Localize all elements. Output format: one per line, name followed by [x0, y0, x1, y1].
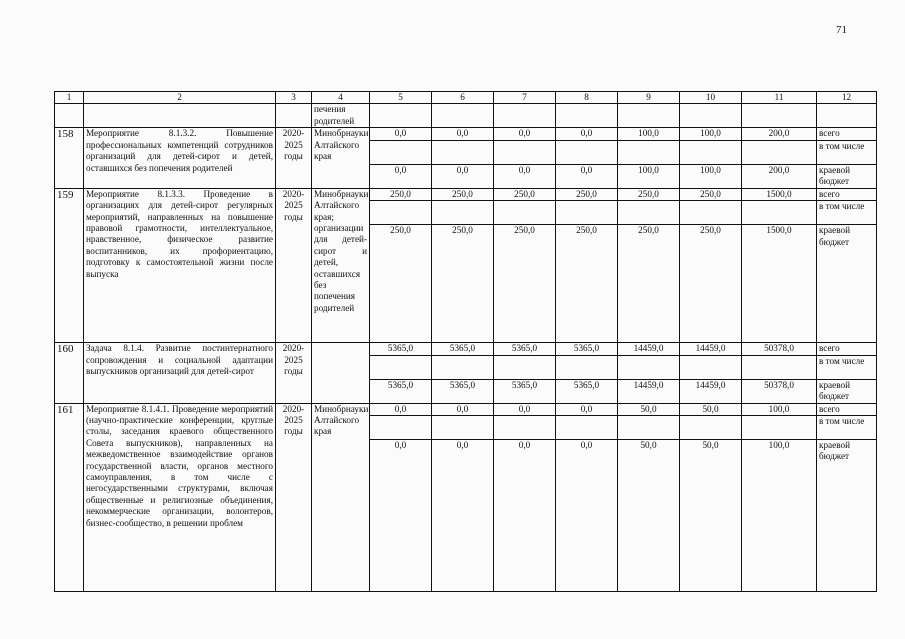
description-cell: Задача 8.1.4. Развитие постинтернатного сопровождения и социальной адаптации выпускников организаций для детей-сирот — [84, 343, 276, 403]
funding-source-cell: в том числе — [817, 416, 877, 440]
amount-cell — [432, 201, 494, 225]
amount-cell: 200,0 — [742, 128, 817, 140]
funding-source-cell: всего — [817, 128, 877, 140]
header-cell: 11 — [742, 92, 817, 104]
amount-cell: 0,0 — [370, 440, 432, 592]
period-cell: 2020-2025 годы — [276, 343, 312, 403]
amount-cell: 100,0 — [680, 164, 742, 188]
cell — [370, 104, 432, 128]
amount-cell — [494, 201, 556, 225]
amount-cell — [680, 416, 742, 440]
amount-cell: 50378,0 — [742, 343, 817, 355]
funding-source-cell: в том числе — [817, 355, 877, 379]
header-row — [55, 92, 877, 104]
amount-cell: 250,0 — [432, 188, 494, 200]
cell — [680, 104, 742, 128]
amount-cell — [618, 201, 680, 225]
cell — [84, 104, 276, 128]
amount-cell: 0,0 — [370, 128, 432, 140]
program-table — [54, 91, 877, 592]
funding-source-cell: краевой бюджет — [817, 440, 877, 592]
amount-cell: 100,0 — [680, 128, 742, 140]
amount-cell: 250,0 — [680, 188, 742, 200]
amount-cell: 250,0 — [370, 225, 432, 343]
amount-cell: 200,0 — [742, 164, 817, 188]
amount-cell: 0,0 — [494, 440, 556, 592]
amount-cell — [370, 416, 432, 440]
amount-cell — [370, 355, 432, 379]
executor-cell: Минобрнауки Алтайского края — [312, 403, 370, 591]
amount-cell: 5365,0 — [556, 379, 618, 403]
amount-cell: 14459,0 — [680, 343, 742, 355]
amount-cell: 14459,0 — [618, 379, 680, 403]
cell — [742, 104, 817, 128]
executor-cell: печения родителей — [312, 104, 370, 128]
amount-cell — [742, 416, 817, 440]
period-cell: 2020-2025 годы — [276, 128, 312, 188]
amount-cell: 250,0 — [494, 188, 556, 200]
amount-cell — [618, 416, 680, 440]
period-cell: 2020-2025 годы — [276, 188, 312, 342]
table-row — [55, 188, 877, 200]
amount-cell: 0,0 — [432, 403, 494, 415]
description-cell: Мероприятие 8.1.3.2. Повышение профессиональных компетенций сотрудников организаций для детей-сирот и детей, оставшихся без попечения родителей — [84, 128, 276, 188]
amount-cell — [680, 355, 742, 379]
amount-cell — [370, 140, 432, 164]
amount-cell — [618, 355, 680, 379]
amount-cell: 5365,0 — [494, 343, 556, 355]
funding-source-cell: краевой бюджет — [817, 164, 877, 188]
amount-cell: 0,0 — [556, 440, 618, 592]
cell — [618, 104, 680, 128]
cell — [55, 104, 84, 128]
amount-cell: 250,0 — [556, 188, 618, 200]
amount-cell: 0,0 — [370, 403, 432, 415]
amount-cell: 250,0 — [556, 225, 618, 343]
amount-cell — [556, 416, 618, 440]
row-number-cell: 161 — [55, 403, 84, 591]
page-number: 71 — [836, 24, 847, 36]
amount-cell — [494, 416, 556, 440]
amount-cell: 0,0 — [494, 128, 556, 140]
executor-cell — [312, 343, 370, 403]
executor-cell: Минобрнауки Алтайского края — [312, 128, 370, 188]
amount-cell: 0,0 — [432, 164, 494, 188]
header-cell: 6 — [432, 92, 494, 104]
amount-cell: 5365,0 — [494, 379, 556, 403]
header-cell: 7 — [494, 92, 556, 104]
header-cell: 10 — [680, 92, 742, 104]
amount-cell — [432, 140, 494, 164]
amount-cell: 250,0 — [680, 225, 742, 343]
amount-cell: 5365,0 — [370, 343, 432, 355]
amount-cell — [618, 140, 680, 164]
amount-cell: 14459,0 — [618, 343, 680, 355]
header-cell: 3 — [276, 92, 312, 104]
amount-cell: 250,0 — [432, 225, 494, 343]
header-cell: 8 — [556, 92, 618, 104]
amount-cell: 1500,0 — [742, 225, 817, 343]
amount-cell: 0,0 — [556, 164, 618, 188]
row-number-cell: 159 — [55, 188, 84, 342]
cell — [432, 104, 494, 128]
amount-cell: 5365,0 — [432, 343, 494, 355]
amount-cell: 1500,0 — [742, 188, 817, 200]
funding-source-cell: всего — [817, 188, 877, 200]
header-cell: 9 — [618, 92, 680, 104]
amount-cell — [742, 201, 817, 225]
carry-over-row — [55, 104, 877, 128]
amount-cell: 5365,0 — [432, 379, 494, 403]
amount-cell: 50378,0 — [742, 379, 817, 403]
table-row — [55, 403, 877, 415]
funding-source-cell: всего — [817, 343, 877, 355]
amount-cell — [556, 140, 618, 164]
executor-cell: Минобрнауки Алтайского края; организации для детей-сирот и детей, оставшихся без попечения родителей — [312, 188, 370, 342]
table-row — [55, 128, 877, 140]
amount-cell: 50,0 — [618, 403, 680, 415]
header-cell: 1 — [55, 92, 84, 104]
header-cell: 5 — [370, 92, 432, 104]
amount-cell: 0,0 — [494, 403, 556, 415]
header-cell: 2 — [84, 92, 276, 104]
row-number-cell: 160 — [55, 343, 84, 403]
description-cell: Мероприятие 8.1.4.1. Проведение мероприятий (научно-практические конференции, круглые столы, заседания краевого общественного Совета выпускников), направленных на межведомственное взаимодействие органов государственной власти, органов местного самоуправления, в том числе с негосударственными структурами, включая общественные и религиозные объединения, некоммерческие организации, волонтеров, бизнес-сообщество, в решении проблем — [84, 403, 276, 591]
table-row — [55, 343, 877, 355]
amount-cell: 100,0 — [742, 440, 817, 592]
cell — [556, 104, 618, 128]
amount-cell: 250,0 — [618, 225, 680, 343]
amount-cell — [432, 416, 494, 440]
amount-cell: 50,0 — [680, 403, 742, 415]
amount-cell: 100,0 — [742, 403, 817, 415]
amount-cell — [432, 355, 494, 379]
amount-cell: 5365,0 — [556, 343, 618, 355]
period-cell: 2020-2025 годы — [276, 403, 312, 591]
amount-cell — [494, 355, 556, 379]
amount-cell: 100,0 — [618, 128, 680, 140]
amount-cell: 0,0 — [432, 128, 494, 140]
amount-cell — [742, 355, 817, 379]
amount-cell: 50,0 — [680, 440, 742, 592]
amount-cell — [494, 140, 556, 164]
amount-cell: 250,0 — [618, 188, 680, 200]
amount-cell: 100,0 — [618, 164, 680, 188]
amount-cell — [370, 201, 432, 225]
funding-source-cell: в том числе — [817, 140, 877, 164]
amount-cell: 50,0 — [618, 440, 680, 592]
funding-source-cell: краевой бюджет — [817, 379, 877, 403]
funding-source-cell: в том числе — [817, 201, 877, 225]
amount-cell: 0,0 — [370, 164, 432, 188]
header-cell: 12 — [817, 92, 877, 104]
funding-source-cell: всего — [817, 403, 877, 415]
amount-cell: 0,0 — [432, 440, 494, 592]
amount-cell: 250,0 — [494, 225, 556, 343]
funding-source-cell: краевой бюджет — [817, 225, 877, 343]
cell — [817, 104, 877, 128]
amount-cell: 14459,0 — [680, 379, 742, 403]
cell — [276, 104, 312, 128]
amount-cell — [556, 355, 618, 379]
amount-cell — [680, 201, 742, 225]
cell — [494, 104, 556, 128]
amount-cell: 0,0 — [556, 128, 618, 140]
amount-cell — [742, 140, 817, 164]
amount-cell: 0,0 — [494, 164, 556, 188]
amount-cell: 5365,0 — [370, 379, 432, 403]
header-cell: 4 — [312, 92, 370, 104]
amount-cell — [680, 140, 742, 164]
amount-cell: 250,0 — [370, 188, 432, 200]
amount-cell — [556, 201, 618, 225]
row-number-cell: 158 — [55, 128, 84, 188]
amount-cell: 0,0 — [556, 403, 618, 415]
description-cell: Мероприятие 8.1.3.3. Проведение в организациях для детей-сирот регулярных мероприятий, направленных на повышение правовой грамотности, интеллектуальное, нравственное, физическое развитие воспитанников, их профориентацию, подготовку к самостоятельной жизни после выпуска — [84, 188, 276, 342]
